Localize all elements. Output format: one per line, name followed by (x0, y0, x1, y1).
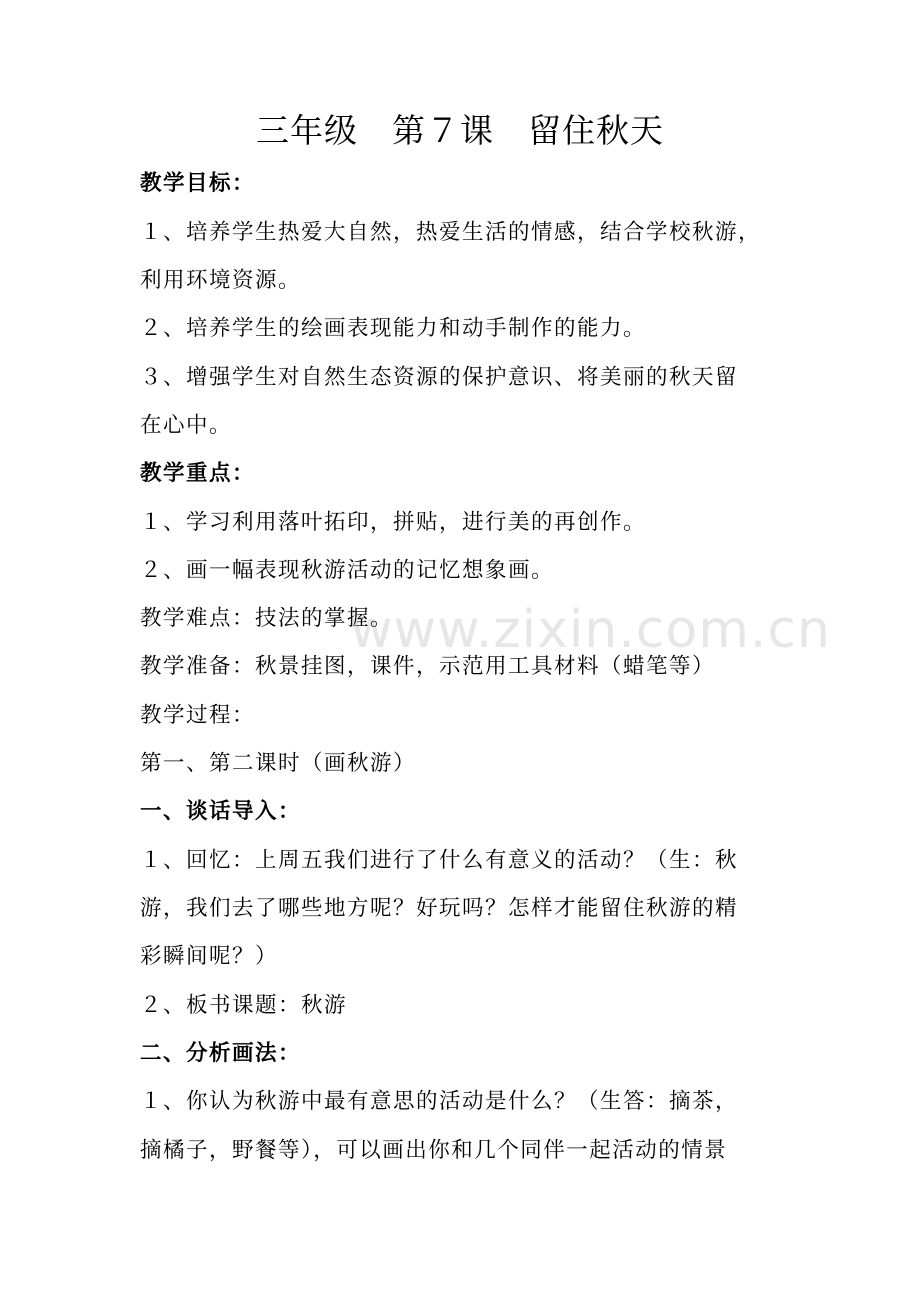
document-title: 三年级 第７课 留住秋天 (256, 111, 664, 150)
heading-introduction: 一、谈话导入： (140, 799, 302, 824)
paragraph-line: 教学难点：技法的掌握。 (140, 606, 394, 631)
paragraph-line: 摘橘子，野餐等），可以画出你和几个同伴一起活动的情景 (140, 1138, 728, 1163)
paragraph-line: １、培养学生热爱大自然，热爱生活的情感，结合学校秋游， (140, 220, 762, 245)
heading-key-points: 教学重点： (140, 461, 256, 486)
paragraph-line: ２、板书课题：秋游 (140, 993, 348, 1018)
paragraph-line: １、回忆：上周五我们进行了什么有意义的活动？（生：秋 (140, 848, 739, 873)
paragraph-line: １、你认为秋游中最有意思的活动是什么？（生答：摘茶， (140, 1089, 739, 1114)
paragraph-line: ３、增强学生对自然生态资源的保护意识、将美丽的秋天留 (140, 365, 739, 390)
paragraph-line: 教学准备：秋景挂图，课件，示范用工具材料（蜡笔等） (140, 654, 716, 679)
paragraph-line: 第一、第二课时（画秋游） (140, 751, 417, 776)
heading-analysis: 二、分析画法： (140, 1041, 302, 1066)
paragraph-line: 在心中。 (140, 413, 233, 438)
paragraph-line: 利用环境资源。 (140, 268, 302, 293)
paragraph-line: ２、培养学生的绘画表现能力和动手制作的能力。 (140, 316, 647, 341)
watermark: www.zixin.com.cn (350, 600, 831, 660)
paragraph-line: １、学习利用落叶拓印，拼贴，进行美的再创作。 (140, 510, 647, 535)
paragraph-line: 彩瞬间呢？） (140, 944, 279, 969)
paragraph-line: 教学过程： (140, 703, 256, 728)
heading-objectives: 教学目标： (140, 171, 256, 196)
paragraph-line: ２、画一幅表现秋游活动的记忆想象画。 (140, 558, 555, 583)
paragraph-line: 游，我们去了哪些地方呢？好玩吗？怎样才能留住秋游的精 (140, 896, 739, 921)
